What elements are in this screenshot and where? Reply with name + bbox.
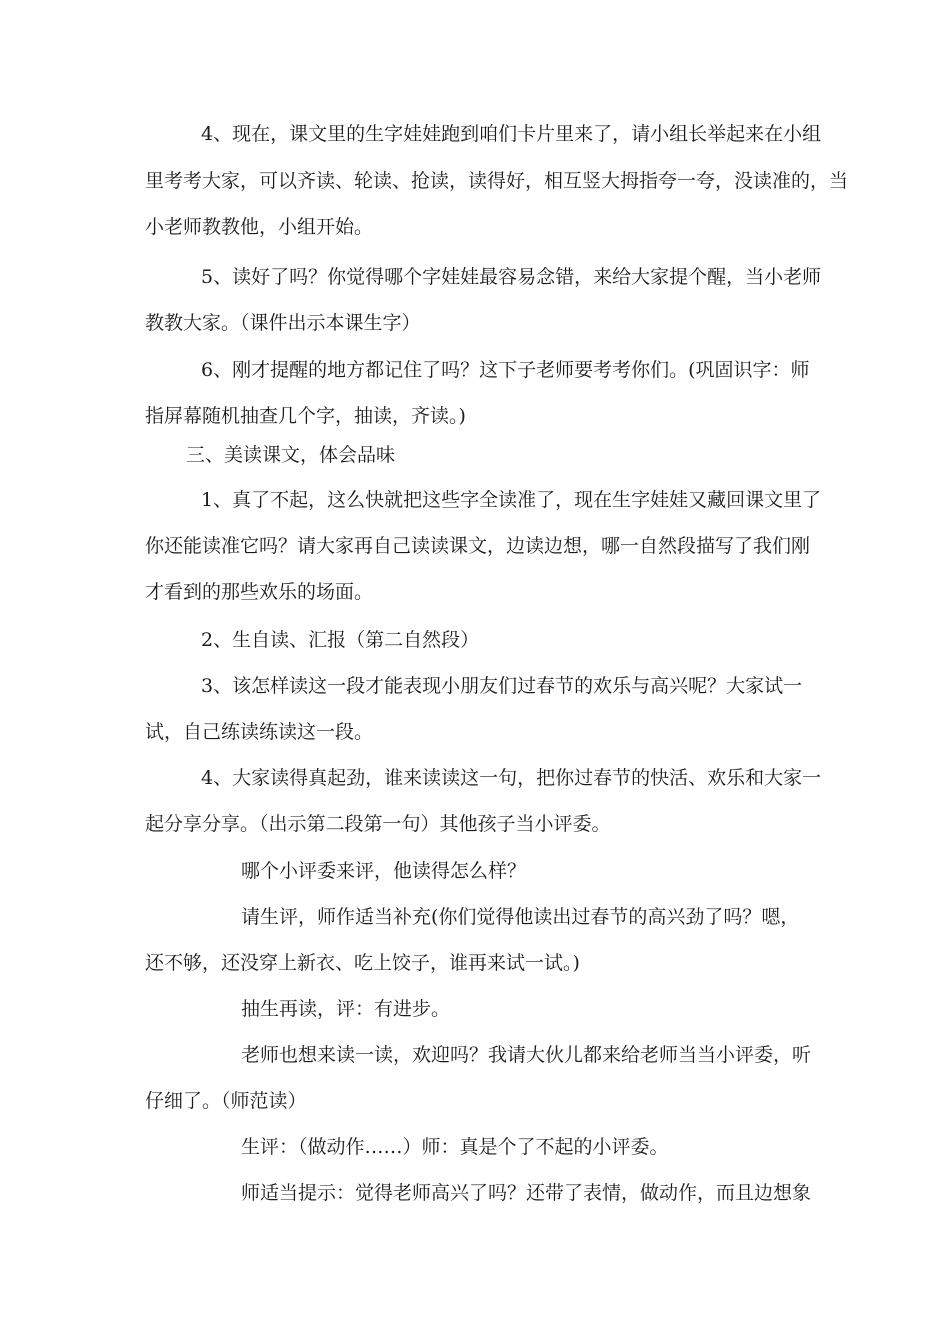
text-line: 师适当提示：觉得老师高兴了吗？还带了表情，做动作，而且边想象 xyxy=(241,1182,812,1204)
text-line: 3、该怎样读这一段才能表现小朋友们过春节的欢乐与高兴呢？大家试一 xyxy=(201,675,803,697)
text-line: 仔细了。（师范读） xyxy=(145,1090,307,1112)
text-line: 教教大家。（课件出示本课生字） xyxy=(145,312,421,334)
text-line: 老师也想来读一读，欢迎吗？我请大伙儿都来给老师当当小评委，听 xyxy=(241,1044,812,1066)
text-line: 起分享分享。（出示第二段第一句）其他孩子当小评委。 xyxy=(145,813,611,835)
section-heading: 三、美读课文，体会品味 xyxy=(186,444,396,466)
text-line: 指屏幕随机抽查几个字，抽读，齐读。) xyxy=(145,405,466,427)
text-line: 小老师教教他，小组开始。 xyxy=(145,216,374,238)
text-line: 试，自己练读练读这一段。 xyxy=(145,721,374,743)
text-line: 哪个小评委来评，他读得怎么样？ xyxy=(241,860,527,882)
text-line: 你还能读准它吗？请大家再自己读读课文，边读边想，哪一自然段描写了我们刚 xyxy=(145,535,811,557)
text-line: 请生评，师作适当补充(你们觉得他读出过春节的高兴劲了吗？嗯， xyxy=(241,906,800,928)
text-line: 生评：（做动作……）师：真是个了不起的小评委。 xyxy=(241,1136,669,1158)
text-line: 还不够，还没穿上新衣、吃上饺子，谁再来试一试。) xyxy=(145,952,580,974)
text-line: 抽生再读，评：有进步。 xyxy=(241,998,451,1020)
text-line: 6、刚才提醒的地方都记住了吗？这下子老师要考考你们。(巩固识字：师 xyxy=(201,359,810,381)
text-line: 1、真了不起，这么快就把这些字全读准了，现在生字娃娃又藏回课文里了 xyxy=(201,489,822,511)
text-line: 里考考大家，可以齐读、轮读、抢读，读得好，相互竖大拇指夸一夸，没读准的，当 xyxy=(145,170,849,192)
text-line: 4、大家读得真起劲，谁来读读这一句，把你过春节的快活、欢乐和大家一 xyxy=(201,767,822,789)
text-line: 2、生自读、汇报（第二自然段） xyxy=(201,629,480,651)
text-line: 才看到的那些欢乐的场面。 xyxy=(145,581,374,603)
text-line: 5、读好了吗？你觉得哪个字娃娃最容易念错，来给大家提个醒，当小老师 xyxy=(201,266,822,288)
text-line: 4、现在，课文里的生字娃娃跑到咱们卡片里来了，请小组长举起来在小组 xyxy=(201,123,822,145)
